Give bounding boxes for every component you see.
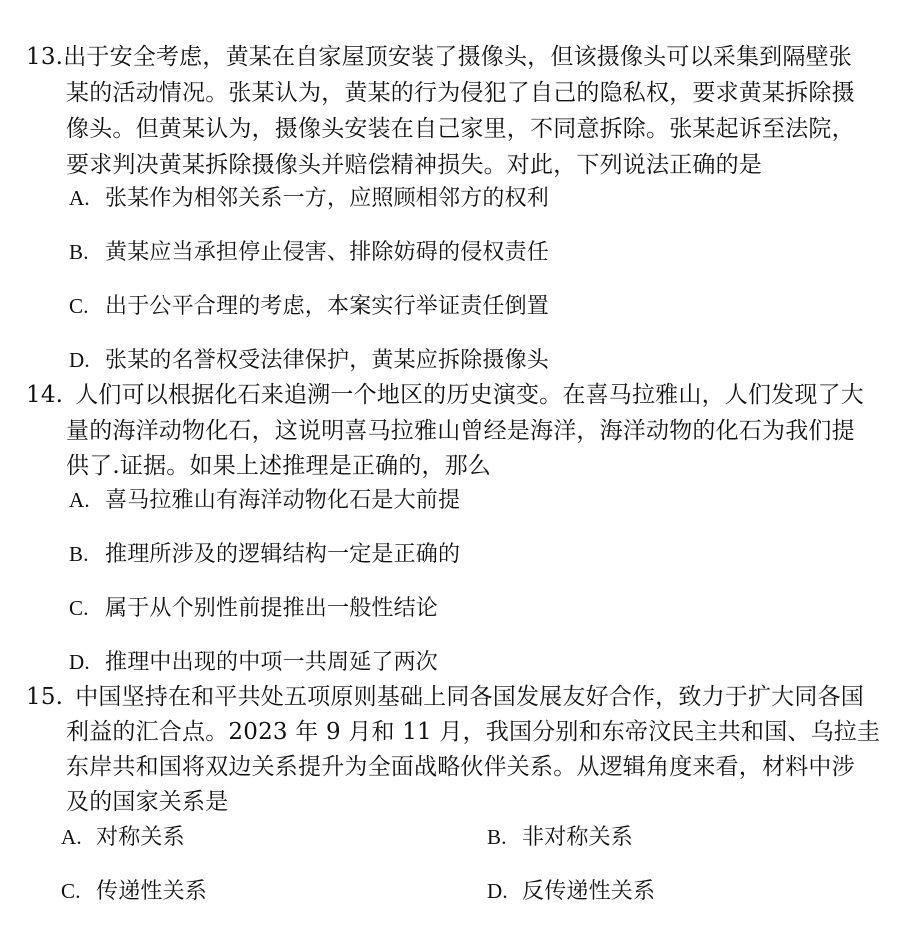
option-letter: A. bbox=[61, 825, 82, 849]
option-text: 属于从个别性前提推出一般性结论 bbox=[105, 596, 439, 621]
question-13-option-d bbox=[69, 345, 549, 376]
option-letter: C. bbox=[61, 879, 81, 903]
question-15-number: 15. bbox=[26, 684, 64, 710]
question-15-stem-line-3: 东岸共和国将双边关系提升为全面战略伙伴关系。从逻辑角度来看，材料中涉 bbox=[66, 754, 855, 780]
option-text: 喜马拉雅山有海洋动物化石是大前提 bbox=[105, 488, 461, 513]
question-14-option-b bbox=[69, 539, 460, 570]
option-letter: C. bbox=[69, 294, 89, 318]
option-text: 张某的名誉权受法律保护，黄某应拆除摄像头 bbox=[105, 348, 550, 373]
option-letter: D. bbox=[487, 879, 508, 903]
option-letter: B. bbox=[487, 825, 507, 849]
question-13-line-1 bbox=[26, 42, 852, 72]
option-text: 传递性关系 bbox=[96, 879, 208, 904]
question-13-stem-line-1: 出于安全考虑，黄某在自家屋顶安装了摄像头，但该摄像头可以采集到隔壁张 bbox=[63, 44, 852, 70]
option-letter: A. bbox=[69, 186, 90, 210]
option-text: 反传递性关系 bbox=[522, 879, 656, 904]
question-15-option-d bbox=[487, 876, 655, 907]
option-text: 推理中出现的中项一共周延了两次 bbox=[105, 650, 439, 675]
question-15-option-c bbox=[61, 876, 207, 907]
question-13-option-a bbox=[69, 183, 549, 214]
option-text: 张某作为相邻关系一方，应照顾相邻方的权利 bbox=[105, 186, 550, 211]
question-14-stem-line-2: 量的海洋动物化石，这说明喜马拉雅山曾经是海洋，海洋动物的化石为我们提 bbox=[66, 418, 855, 444]
option-text: 出于公平合理的考虑，本案实行举证责任倒置 bbox=[105, 294, 550, 319]
question-14-number: 14. bbox=[26, 382, 64, 408]
question-15-stem-line-1: 中国坚持在和平共处五项原则基础上同各国发展友好合作，致力于扩大同各国 bbox=[75, 684, 864, 710]
question-15-option-a bbox=[61, 822, 185, 853]
option-text: 黄某应当承担停止侵害、排除妨碍的侵权责任 bbox=[105, 240, 550, 265]
question-14-stem-line-1: 人们可以根据化石来追溯一个地区的历史演变。在喜马拉雅山，人们发现了大 bbox=[75, 382, 864, 408]
option-letter: D. bbox=[69, 348, 90, 372]
question-13-option-c bbox=[69, 291, 549, 322]
question-14-option-c bbox=[69, 593, 438, 624]
question-15-option-b bbox=[487, 822, 633, 853]
question-15-stem-line-2: 利益的汇合点。2023 年 9 月和 11 月，我国分别和东帝汶民主共和国、乌拉圭 bbox=[66, 719, 881, 745]
option-letter: C. bbox=[69, 596, 89, 620]
option-letter: B. bbox=[69, 542, 89, 566]
option-text: 非对称关系 bbox=[522, 825, 634, 850]
question-14-option-d bbox=[69, 647, 438, 678]
question-14-option-a bbox=[69, 485, 460, 516]
question-13-number: 13. bbox=[26, 44, 64, 70]
question-13-option-b bbox=[69, 237, 549, 268]
question-14-stem-line-3: 供了.证据。如果上述推理是正确的，那么 bbox=[66, 453, 492, 479]
question-14-line-1 bbox=[26, 380, 864, 410]
option-text: 推理所涉及的逻辑结构一定是正确的 bbox=[105, 542, 461, 567]
option-letter: D. bbox=[69, 650, 90, 674]
option-letter: A. bbox=[69, 488, 90, 512]
option-text: 对称关系 bbox=[96, 825, 185, 850]
question-13-stem-line-4: 要求判决黄某拆除摄像头并赔偿精神损失。对此，下列说法正确的是 bbox=[66, 152, 762, 178]
question-15-line-1 bbox=[26, 682, 864, 712]
question-13-stem-line-2: 某的活动情况。张某认为，黄某的行为侵犯了自己的隐私权，要求黄某拆除摄 bbox=[66, 80, 855, 106]
question-13-stem-line-3: 像头。但黄某认为，摄像头安装在自己家里，不同意拆除。张某起诉至法院， bbox=[66, 116, 855, 142]
option-letter: B. bbox=[69, 240, 89, 264]
question-15-stem-line-4: 及的国家关系是 bbox=[66, 789, 229, 815]
